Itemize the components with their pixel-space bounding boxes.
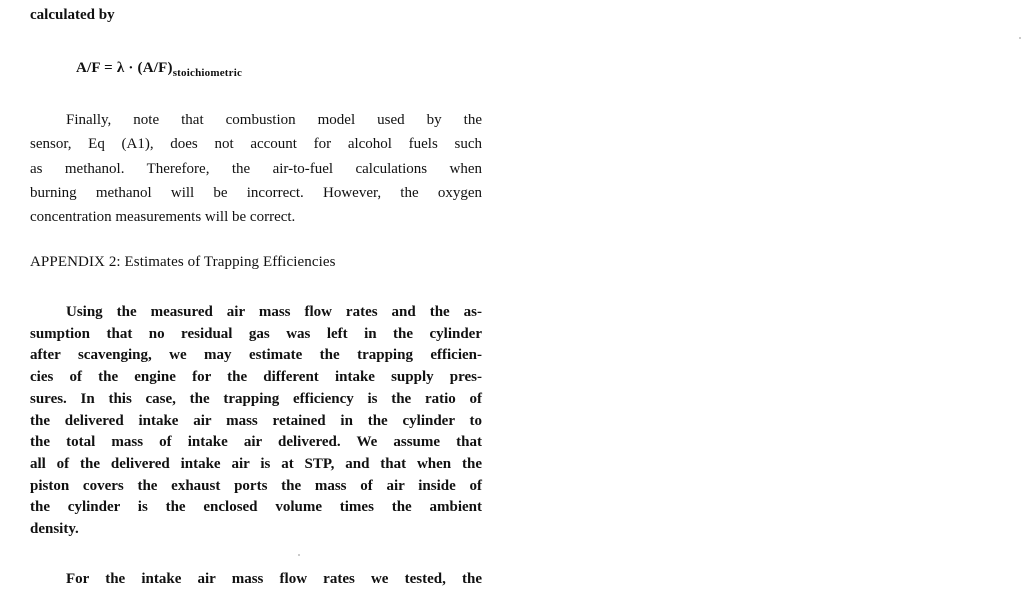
paragraph-line: as methanol. Therefore, the air-to-fuel calculations when [30,160,482,177]
intro-text [30,5,482,26]
paragraph-line: density. [30,521,79,538]
intro-line: calculated by [30,7,115,23]
paragraph-flow-rates [30,569,482,591]
equation-lhs: A/F [76,60,101,76]
paragraph-line: concentration measurements will be correct. [30,209,296,226]
paragraph-line: cies of the engine for the different intake supply pres- [30,369,482,386]
paragraph-line: sumption that no residual gas was left in the cylinder [30,325,482,342]
paragraph-line: Finally, note that combustion model used by the [66,112,482,128]
paragraph-trapping-efficiency [30,302,482,541]
air-fuel-equation [76,60,242,79]
paragraph-line: Using the measured air mass flow rates and the as- [66,304,482,320]
paragraph-line: all of the delivered intake air is at STP, and that when the [30,455,482,472]
paragraph-line: sures. In this case, the trapping efficiency is the ratio of [30,390,482,407]
paragraph-line: burning methanol will be incorrect. However, the oxygen [30,184,482,201]
scan-speck [1019,37,1021,39]
paragraph-line: the delivered intake air mass retained in the cylinder to [30,412,482,429]
paragraph-line: piston covers the exhaust ports the mass of air inside of [30,477,482,494]
section-heading: APPENDIX 2: Estimates of Trapping Efficiencies [30,254,336,270]
paragraph-line: the cylinder is the enclosed volume times the ambient [30,499,482,516]
equation-subscript: stoichiometric [172,67,243,79]
equation-op: = λ · (A/F) [104,60,173,76]
paragraph-line: sensor, Eq (A1), does not account for alcohol fuels such [30,136,482,153]
scan-speck [298,554,300,556]
paragraph-line: after scavenging, we may estimate the trapping efficien- [30,347,482,364]
paragraph-line: the total mass of intake air delivered. We assume that [30,434,482,451]
paragraph-methanol-note [30,108,482,229]
paragraph-line: For the intake air mass flow rates we tested, the [66,571,482,587]
